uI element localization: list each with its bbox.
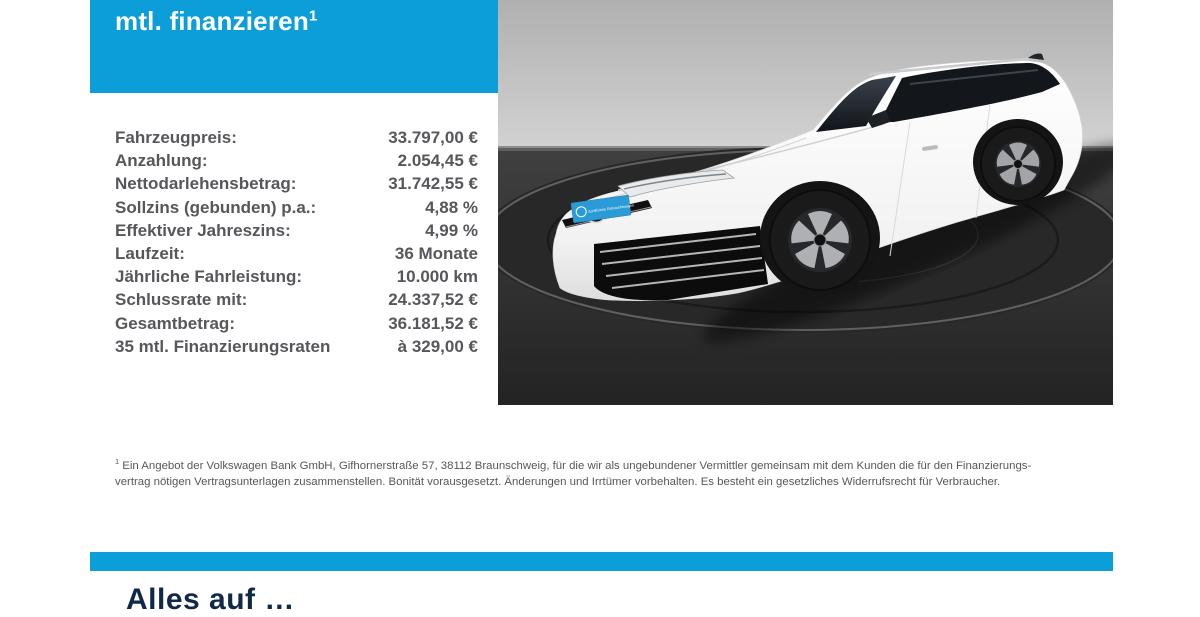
footnote-line (115, 454, 1045, 474)
row-label: Sollzins (gebunden) p.a.: (115, 197, 317, 217)
table-row (115, 312, 478, 335)
table-row (115, 172, 478, 195)
footnote-line (115, 474, 1045, 491)
front-wheel (770, 190, 870, 290)
table-row (115, 242, 478, 265)
row-value: 2.054,45 € (397, 151, 478, 171)
table-row (115, 265, 478, 288)
row-value: 4,88 % (425, 197, 478, 217)
table-row (115, 335, 478, 358)
table-row (115, 149, 478, 172)
row-label: 35 mtl. Finanzierungsraten (115, 336, 331, 356)
footnote-text: vertrag nötigen Vertragsunterlagen zusammenstellen. Bonität vorausgesetzt. Änderungen und Irrtümer vorbehalten. Es besteht ein gesetzliches Widerrufsrecht für Verbraucher. (115, 476, 1001, 489)
row-label: Fahrzeugpreis: (115, 128, 237, 147)
row-label: Nettodarlehensbetrag: (115, 174, 297, 194)
finance-table (115, 126, 478, 358)
table-row (115, 219, 478, 242)
row-value: 24.337,52 € (388, 290, 478, 310)
table-row (115, 288, 478, 311)
row-label: Jährliche Fahrleistung: (115, 267, 303, 287)
row-value: 36.181,52 € (388, 313, 478, 333)
row-value: 33.797,00 € (388, 128, 478, 147)
partial-heading: Alles auf … (126, 583, 295, 616)
row-label: Gesamtbetrag: (115, 313, 235, 333)
vehicle-photo (498, 0, 1113, 405)
page-title (115, 6, 318, 37)
row-value: 36 Monate (394, 243, 478, 263)
table-row (115, 126, 478, 149)
footnote-text: Ein Angebot der Volkswagen Bank GmbH, Gifhornerstraße 57, 38112 Braunschweig, für die wir als ungebundener Vermittler gemeinsam mit dem Kunden die für den Finanzierungs- (122, 459, 1032, 472)
footnote-marker: 1 (115, 457, 120, 466)
page-title-text: mtl. finanzieren (115, 6, 309, 36)
row-label: Laufzeit: (115, 243, 185, 263)
row-value: à 329,00 € (397, 336, 478, 356)
footnote (115, 454, 1045, 491)
row-label: Anzahlung: (115, 151, 208, 171)
row-label: Schlussrate mit: (115, 290, 248, 310)
row-label: Effektiver Jahreszins: (115, 220, 291, 240)
row-value: 4,99 % (425, 220, 478, 240)
page-title-superscript: 1 (308, 7, 318, 25)
plate-text: Zertifizierte Gebrauchtwagen (587, 203, 635, 214)
rear-wheel (981, 127, 1055, 201)
row-value: 31.742,55 € (388, 174, 478, 194)
row-value: 10.000 km (396, 267, 478, 287)
table-row (115, 196, 478, 219)
divider-bar (90, 552, 1113, 571)
header-box (90, 0, 498, 93)
